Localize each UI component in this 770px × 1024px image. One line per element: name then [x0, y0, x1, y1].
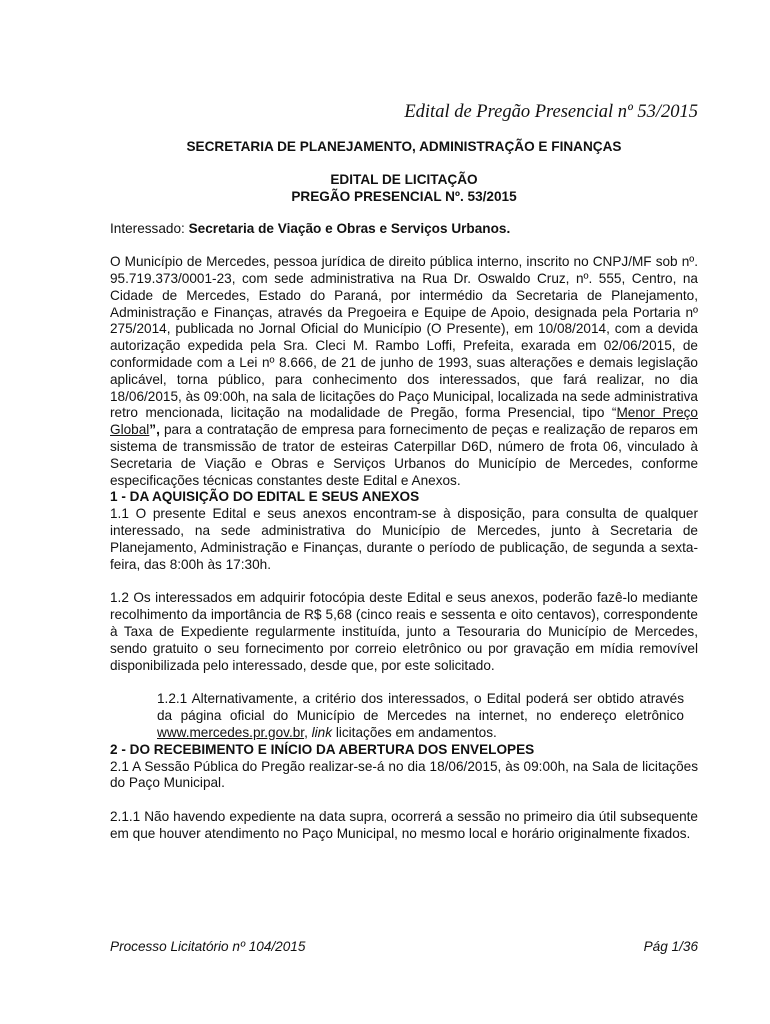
edital-title: EDITAL DE LICITAÇÃO	[330, 171, 478, 187]
page-footer	[110, 939, 698, 954]
section2-title: 2 - DO RECEBIMENTO E INÍCIO DA ABERTURA DOS ENVELOPES	[110, 741, 535, 757]
footer-processo: Processo Licitatório nº 104/2015	[110, 939, 306, 954]
footer-page-number: Pág 1/36	[643, 939, 698, 954]
section1-title: 1 - DA AQUISIÇÃO DO EDITAL E SEUS ANEXOS	[110, 489, 420, 505]
intro-part1: O Município de Mercedes, pessoa jurídica de direito pública interno, inscrito no CNPJ/MF sob nº. 95.719.373/0001-23, com sede administrativa na Rua Dr. Oswaldo Cruz, nº. 555, Centro, na Cidade de Mercedes, Estado do Paraná, por intermédio da Secretaria de Planejamento, Administração e Finanças, através da Pregoeira e Equipe de Apoio, designada pela Portaria nº 275/2014, publicada no Jornal Oficial do Município (O Presente), em 10/08/2014, com a devida autorização expedida pela Sra. Cleci M. Rambo Loffi, Prefeita, exarada em 02/06/2015, de conformidade com a Lei nº 8.666, de 21 de junho de 1993, suas alterações e demais legislação aplicável, torna público, para conhecimento dos interessados, que fará realizar, no dia 18/06/2015, às 09:00h, na sala de licitações do Paço Municipal, localizada na sede administrativa retro mencionada, licitação na modalidade de Pregão, forma Presencial, tipo “	[110, 254, 698, 421]
section1-item-1-1: 1.1 O presente Edital e seus anexos encontram-se à disposição, para consulta de qualquer interessado, na sede administrativa do Município de Mercedes, junto à Secretaria de Planejamento, Administração e Finanças, durante o período de publicação, de segunda a sexta-feira, das 8:00h às 17:30h.	[110, 506, 698, 572]
item-1-2-1-text-c: licitações em andamentos.	[332, 724, 497, 740]
section2-item-2-1-1: 2.1.1 Não havendo expediente na data supra, ocorrerá a sessão no primeiro dia útil subsequente em que houver atendimento no Paço Municipal, no mesmo local e horário originalmente fixados.	[110, 809, 698, 841]
pregao-title: PREGÃO PRESENCIAL Nº. 53/2015	[291, 188, 517, 204]
intro-part2: para a contratação de empresa para fornecimento de peças e realização de reparos em sistema de transmissão de trator de esteiras Caterpillar D6D, número de frota 06, vinculado à Secretaria de Viação e Obras e Serviços Urbanos do Município de Mercedes, conforme especificações técnicas constantes deste Edital e Anexos.	[110, 422, 698, 488]
secretaria-title: SECRETARIA DE PLANEJAMENTO, ADMINISTRAÇÃO E FINANÇAS	[186, 139, 622, 154]
item-1-2-1-text-b: ,	[304, 724, 312, 740]
website-link[interactable]: www.mercedes.pr.gov.br	[157, 724, 305, 740]
interessado-line	[110, 221, 698, 238]
section1-item-1-2-1	[157, 691, 684, 741]
section1-item-1-2: 1.2 Os interessados em adquirir fotocópia deste Edital e seus anexos, poderão fazê-lo mediante recolhimento da importância de R$ 5,68 (cinco reais e sessenta e oito centavos), correspondente à Taxa de Expediente regularmente instituída, junto a Tesouraria do Município de Mercedes, sendo gratuito o seu fornecimento por correio eletrônico ou por gravação em mídia removível disponibilizada pelo interessado, desde que, por este solicitado.	[110, 590, 698, 673]
link-word: link	[311, 724, 333, 740]
interessado-label: Interessado:	[110, 221, 189, 237]
edital-reference-header: Edital de Pregão Presencial nº 53/2015	[404, 102, 698, 122]
item-1-2-1-text-a: 1.2.1 Alternativamente, a critério dos interessados, o Edital poderá ser obtido através da página oficial do Município de Mercedes na internet, no endereço eletrônico	[157, 691, 684, 724]
section2-item-2-1: 2.1 A Sessão Pública do Pregão realizar-se-á no dia 18/06/2015, às 09:00h, na Sala de licitações do Paço Municipal.	[110, 758, 698, 791]
intro-quote-close: ”,	[149, 422, 160, 438]
document-body	[110, 139, 698, 843]
interessado-value: Secretaria de Viação e Obras e Serviços Urbanos.	[188, 221, 511, 237]
tipo-licitacao: Menor Preço Global	[110, 405, 698, 438]
intro-paragraph	[110, 254, 698, 489]
